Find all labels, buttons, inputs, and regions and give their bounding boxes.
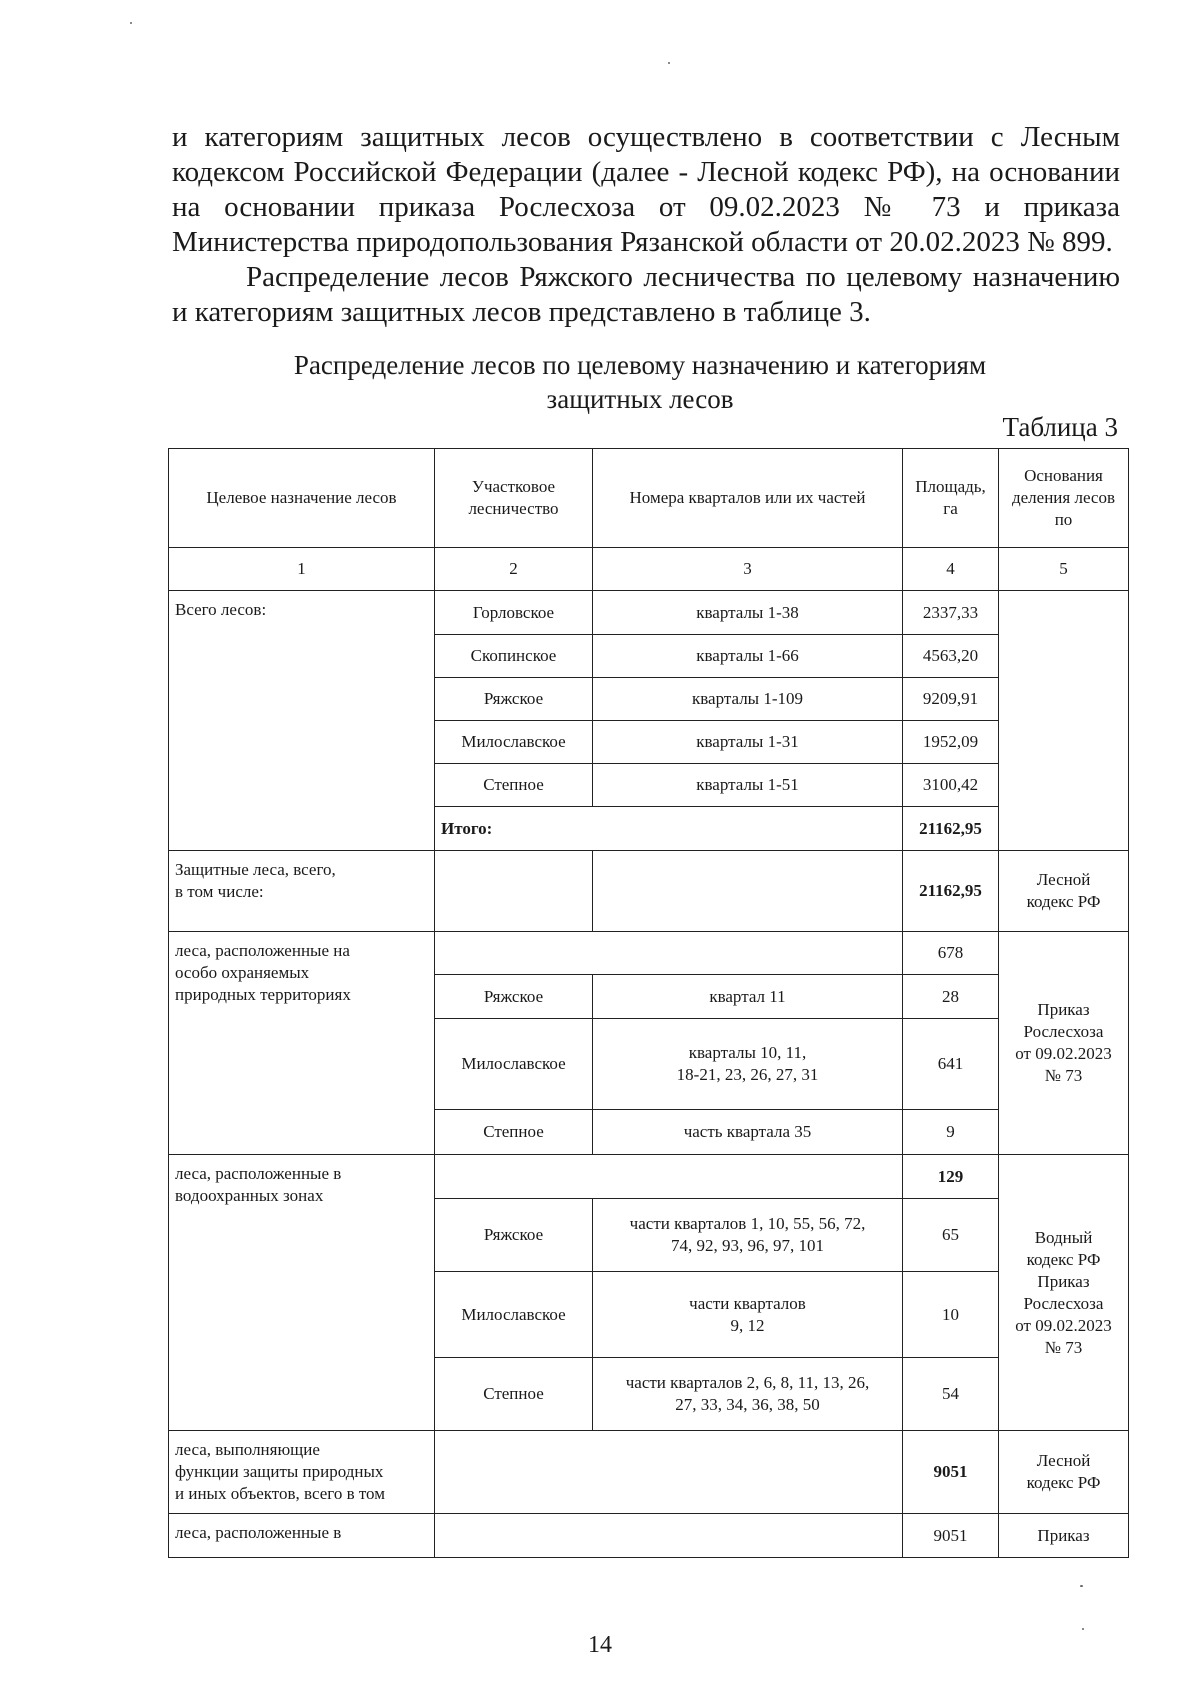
area-cell: 4563,20 <box>903 635 999 678</box>
column-number-row <box>169 548 1129 591</box>
scan-speck <box>130 22 132 24</box>
area-cell: 9209,91 <box>903 678 999 721</box>
quarters-cell <box>593 1199 903 1272</box>
quarters-cell: кварталы 1-51 <box>593 764 903 807</box>
basis-line: № 73 <box>1044 1066 1083 1085</box>
basis-line: № 73 <box>1044 1337 1083 1357</box>
quarters-line: 9, 12 <box>730 1315 765 1335</box>
area-cell: 2337,33 <box>903 591 999 635</box>
table-row <box>169 932 1129 975</box>
forest-distribution-table <box>168 448 1129 1558</box>
district-cell: Милославское <box>435 721 593 764</box>
district-cell-empty <box>435 1155 903 1199</box>
area-cell: 641 <box>903 1019 999 1110</box>
quarters-line: кварталы 10, 11, <box>688 1043 807 1062</box>
area-cell: 3100,42 <box>903 764 999 807</box>
intro-text <box>172 120 1120 330</box>
basis-line: Лесной <box>1036 1451 1091 1470</box>
column-number: 1 <box>169 548 435 591</box>
basis-cell <box>999 851 1129 932</box>
column-number: 3 <box>593 548 903 591</box>
table-row <box>169 1431 1129 1514</box>
area-cell: 65 <box>903 1199 999 1272</box>
district-cell: Скопинское <box>435 635 593 678</box>
label-line: Защитные леса, всего, <box>175 860 336 879</box>
table-header-row <box>169 449 1129 548</box>
label-line: функции защиты природных <box>175 1462 384 1481</box>
area-cell: 54 <box>903 1358 999 1431</box>
quarters-cell: кварталы 1-109 <box>593 678 903 721</box>
quarters-cell <box>593 1019 903 1110</box>
label-line: леса, расположенные на <box>175 941 350 960</box>
quarters-line: части кварталов <box>689 1293 806 1313</box>
area-cell: 678 <box>903 932 999 975</box>
row-label-protective <box>169 851 435 932</box>
basis-cell: Приказ <box>999 1514 1129 1558</box>
quarters-cell-empty <box>593 851 903 932</box>
header-basis: Основания деления лесов по <box>999 449 1129 548</box>
quarters-cell: кварталы 1-38 <box>593 591 903 635</box>
subtotal-label: Итого: <box>435 807 903 851</box>
basis-line: Приказ <box>1037 1271 1090 1291</box>
scan-speck <box>1082 1628 1084 1630</box>
district-cell: Милославское <box>435 1272 593 1358</box>
subtotal-area: 21162,95 <box>903 807 999 851</box>
column-number: 2 <box>435 548 593 591</box>
table-label: Таблица 3 <box>1002 412 1118 442</box>
column-number: 4 <box>903 548 999 591</box>
area-cell: 1952,09 <box>903 721 999 764</box>
header-district: Участковое лесничество <box>435 449 593 548</box>
scan-speck <box>1080 1585 1083 1587</box>
basis-line: от 09.02.2023 <box>1015 1044 1112 1063</box>
quarters-line: 74, 92, 93, 96, 97, 101 <box>671 1236 824 1255</box>
label-line: леса, расположенные в <box>175 1164 342 1183</box>
district-cell: Горловское <box>435 591 593 635</box>
basis-line: Лесной <box>1036 870 1091 889</box>
district-cell-empty <box>435 932 903 975</box>
basis-cell <box>999 932 1129 1155</box>
district-cell: Милославское <box>435 1019 593 1110</box>
scan-speck <box>668 62 670 64</box>
area-cell: 9051 <box>903 1431 999 1514</box>
basis-cell-empty <box>999 591 1129 851</box>
table-title <box>200 348 1080 416</box>
label-line: в том числе: <box>175 882 264 901</box>
area-cell: 9 <box>903 1110 999 1155</box>
page-number: 14 <box>588 1632 612 1658</box>
district-cell: Степное <box>435 764 593 807</box>
label-line: леса, выполняющие <box>175 1440 320 1459</box>
table-title-line-1: Распределение лесов по целевому назначению и категориям <box>293 350 987 380</box>
basis-line: Рослесхоза <box>1023 1022 1104 1041</box>
district-cell-empty <box>435 1514 903 1558</box>
label-line: особо охраняемых <box>175 963 310 982</box>
basis-line: от 09.02.2023 <box>1015 1315 1112 1335</box>
intro-paragraph-1: и категориям защитных лесов осуществлено в соответствии с Лесным кодексом Российской Федерации (далее - Лесной кодекс РФ), на основании на основании приказа Рослесхоза от 09.02.2023 № 73 и приказа Министерства природопользования Рязанской области от 20.02.2023 № 899. <box>172 121 1120 258</box>
column-number: 5 <box>999 548 1129 591</box>
row-label-natural-objects <box>169 1431 435 1514</box>
quarters-line: части кварталов 2, 6, 8, 11, 13, 26, <box>625 1373 870 1392</box>
table-title-line-2: защитных лесов <box>546 384 734 414</box>
table-row <box>169 1155 1129 1199</box>
district-cell: Ряжское <box>435 1199 593 1272</box>
area-cell: 9051 <box>903 1514 999 1558</box>
row-label-last: леса, расположенные в <box>169 1514 435 1558</box>
district-cell-empty <box>435 1431 903 1514</box>
label-line: водоохранных зонах <box>175 1186 324 1205</box>
basis-cell <box>999 1155 1129 1431</box>
header-purpose: Целевое назначение лесов <box>169 449 435 548</box>
basis-cell <box>999 1431 1129 1514</box>
basis-line: Приказ <box>1037 1000 1090 1019</box>
label-line: природных территориях <box>175 985 351 1004</box>
basis-line: Водный <box>1034 1227 1093 1247</box>
quarters-cell: кварталы 1-66 <box>593 635 903 678</box>
quarters-cell <box>593 1358 903 1431</box>
quarters-line: 27, 33, 34, 36, 38, 50 <box>675 1395 820 1414</box>
table-row <box>169 1514 1129 1558</box>
area-cell: 21162,95 <box>903 851 999 932</box>
header-quarters: Номера кварталов или их частей <box>593 449 903 548</box>
basis-line: кодекс РФ <box>1026 1473 1101 1492</box>
district-cell: Ряжское <box>435 678 593 721</box>
table-row <box>169 591 1129 635</box>
area-cell: 10 <box>903 1272 999 1358</box>
quarters-cell: кварталы 1-31 <box>593 721 903 764</box>
row-label-protected-areas <box>169 932 435 1155</box>
header-area: Площадь, га <box>903 449 999 548</box>
basis-line: кодекс РФ <box>1026 1249 1101 1269</box>
area-cell: 28 <box>903 975 999 1019</box>
row-label-total: Всего лесов: <box>169 591 435 851</box>
quarters-cell: квартал 11 <box>593 975 903 1019</box>
district-cell: Ряжское <box>435 975 593 1019</box>
table-row <box>169 851 1129 932</box>
quarters-cell: часть квартала 35 <box>593 1110 903 1155</box>
intro-paragraph-2: Распределение лесов Ряжского лесничества по целевому назначению и категориям защитных лесов представлено в таблице 3. <box>172 261 1120 328</box>
row-label-water-zones <box>169 1155 435 1431</box>
quarters-line: части кварталов 1, 10, 55, 56, 72, <box>629 1214 866 1233</box>
district-cell: Степное <box>435 1358 593 1431</box>
basis-line: Рослесхоза <box>1023 1293 1104 1313</box>
label-line: и иных объектов, всего в том <box>175 1484 385 1503</box>
basis-line: кодекс РФ <box>1026 892 1101 911</box>
district-cell-empty <box>435 851 593 932</box>
quarters-cell <box>593 1272 903 1358</box>
district-cell: Степное <box>435 1110 593 1155</box>
quarters-line: 18-21, 23, 26, 27, 31 <box>676 1065 819 1084</box>
area-cell: 129 <box>903 1155 999 1199</box>
